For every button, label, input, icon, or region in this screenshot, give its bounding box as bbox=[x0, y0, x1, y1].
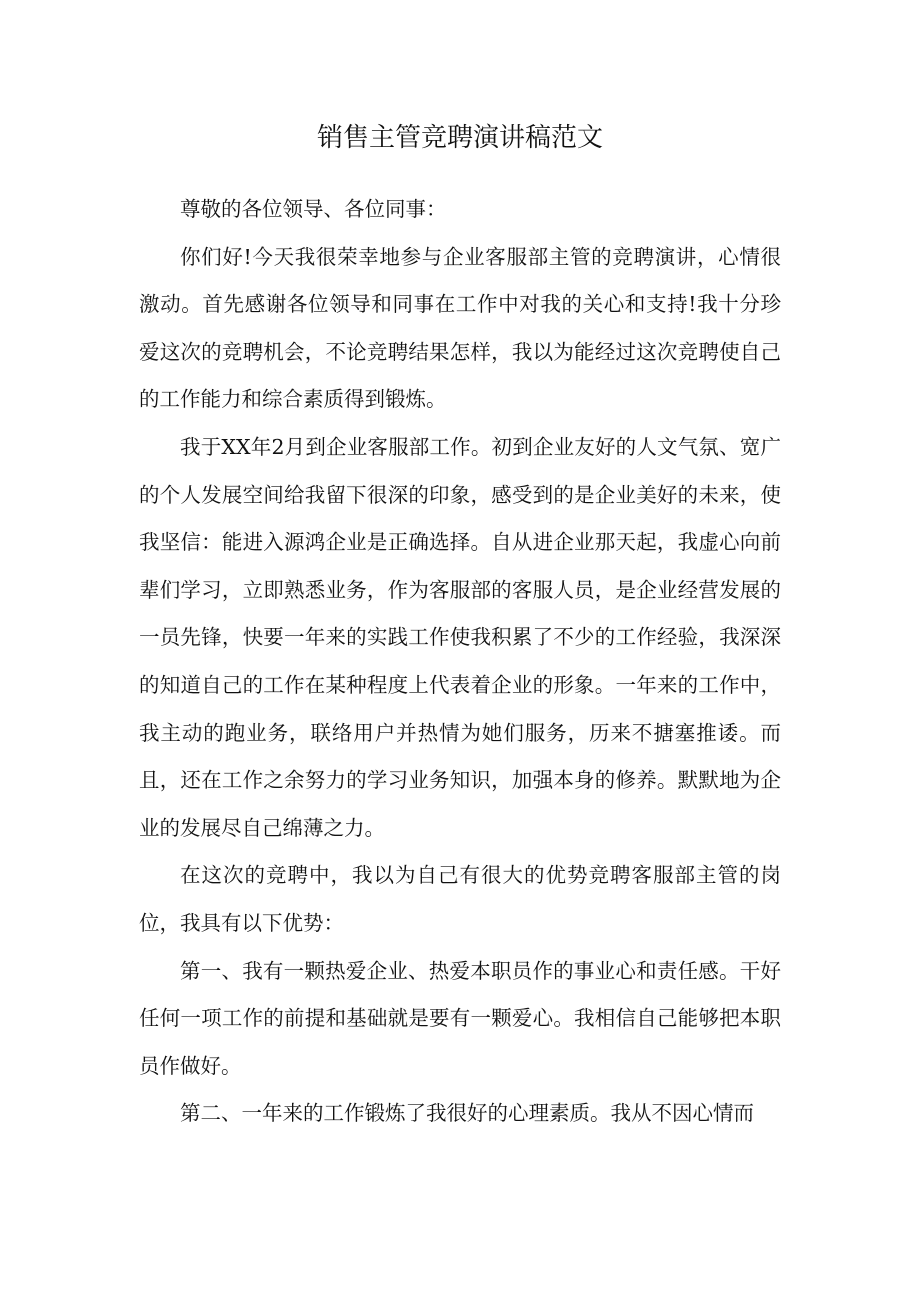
body-paragraph: 第一、我有一颗热爱企业、热爱本职员作的事业心和责任感。干好任何一项工作的前提和基础就是要有一颗爱心。我相信自己能够把本职员作做好。 bbox=[139, 958, 781, 1078]
document-title: 销售主管竞聘演讲稿范文 bbox=[316, 123, 603, 153]
body-paragraph: 在这次的竞聘中，我以为自己有很大的优势竞聘客服部主管的岗位，我具有以下优势： bbox=[139, 863, 781, 935]
body-paragraph: 我于XX年2月到企业客服部工作。初到企业友好的人文气氛、宽广的个人发展空间给我留下很深的印象，感受到的是企业美好的未来，使我坚信：能进入源鸿企业是正确选择。自从进企业那天起，我虚心向前辈们学习，立即熟悉业务，作为客服部的客服人员，是企业经营发展的一员先锋，快要一年来的实践工作使我积累了不少的工作经验，我深深的知道自己的工作在某种程度上代表着企业的形象。一年来的工作中，我主动的跑业务，联络用户并热情为她们服务，历来不搪塞推诿。而且，还在工作之余努力的学习业务知识，加强本身的修养。默默地为企业的发展尽自己绵薄之力。 bbox=[139, 434, 781, 840]
salutation-paragraph: 尊敬的各位领导、各位同事： bbox=[180, 197, 447, 221]
body-paragraph: 你们好!今天我很荣幸地参与企业客服部主管的竞聘演讲，心情很激动。首先感谢各位领导和同事在工作中对我的关心和支持!我十分珍爱这次的竞聘机会，不论竞聘结果怎样，我以为能经过这次竞聘使自己的工作能力和综合素质得到锻炼。 bbox=[139, 244, 781, 412]
body-paragraph: 第二、一年来的工作锻炼了我很好的心理素质。我从不因心情而 bbox=[180, 1101, 754, 1126]
document-body bbox=[139, 186, 781, 1138]
